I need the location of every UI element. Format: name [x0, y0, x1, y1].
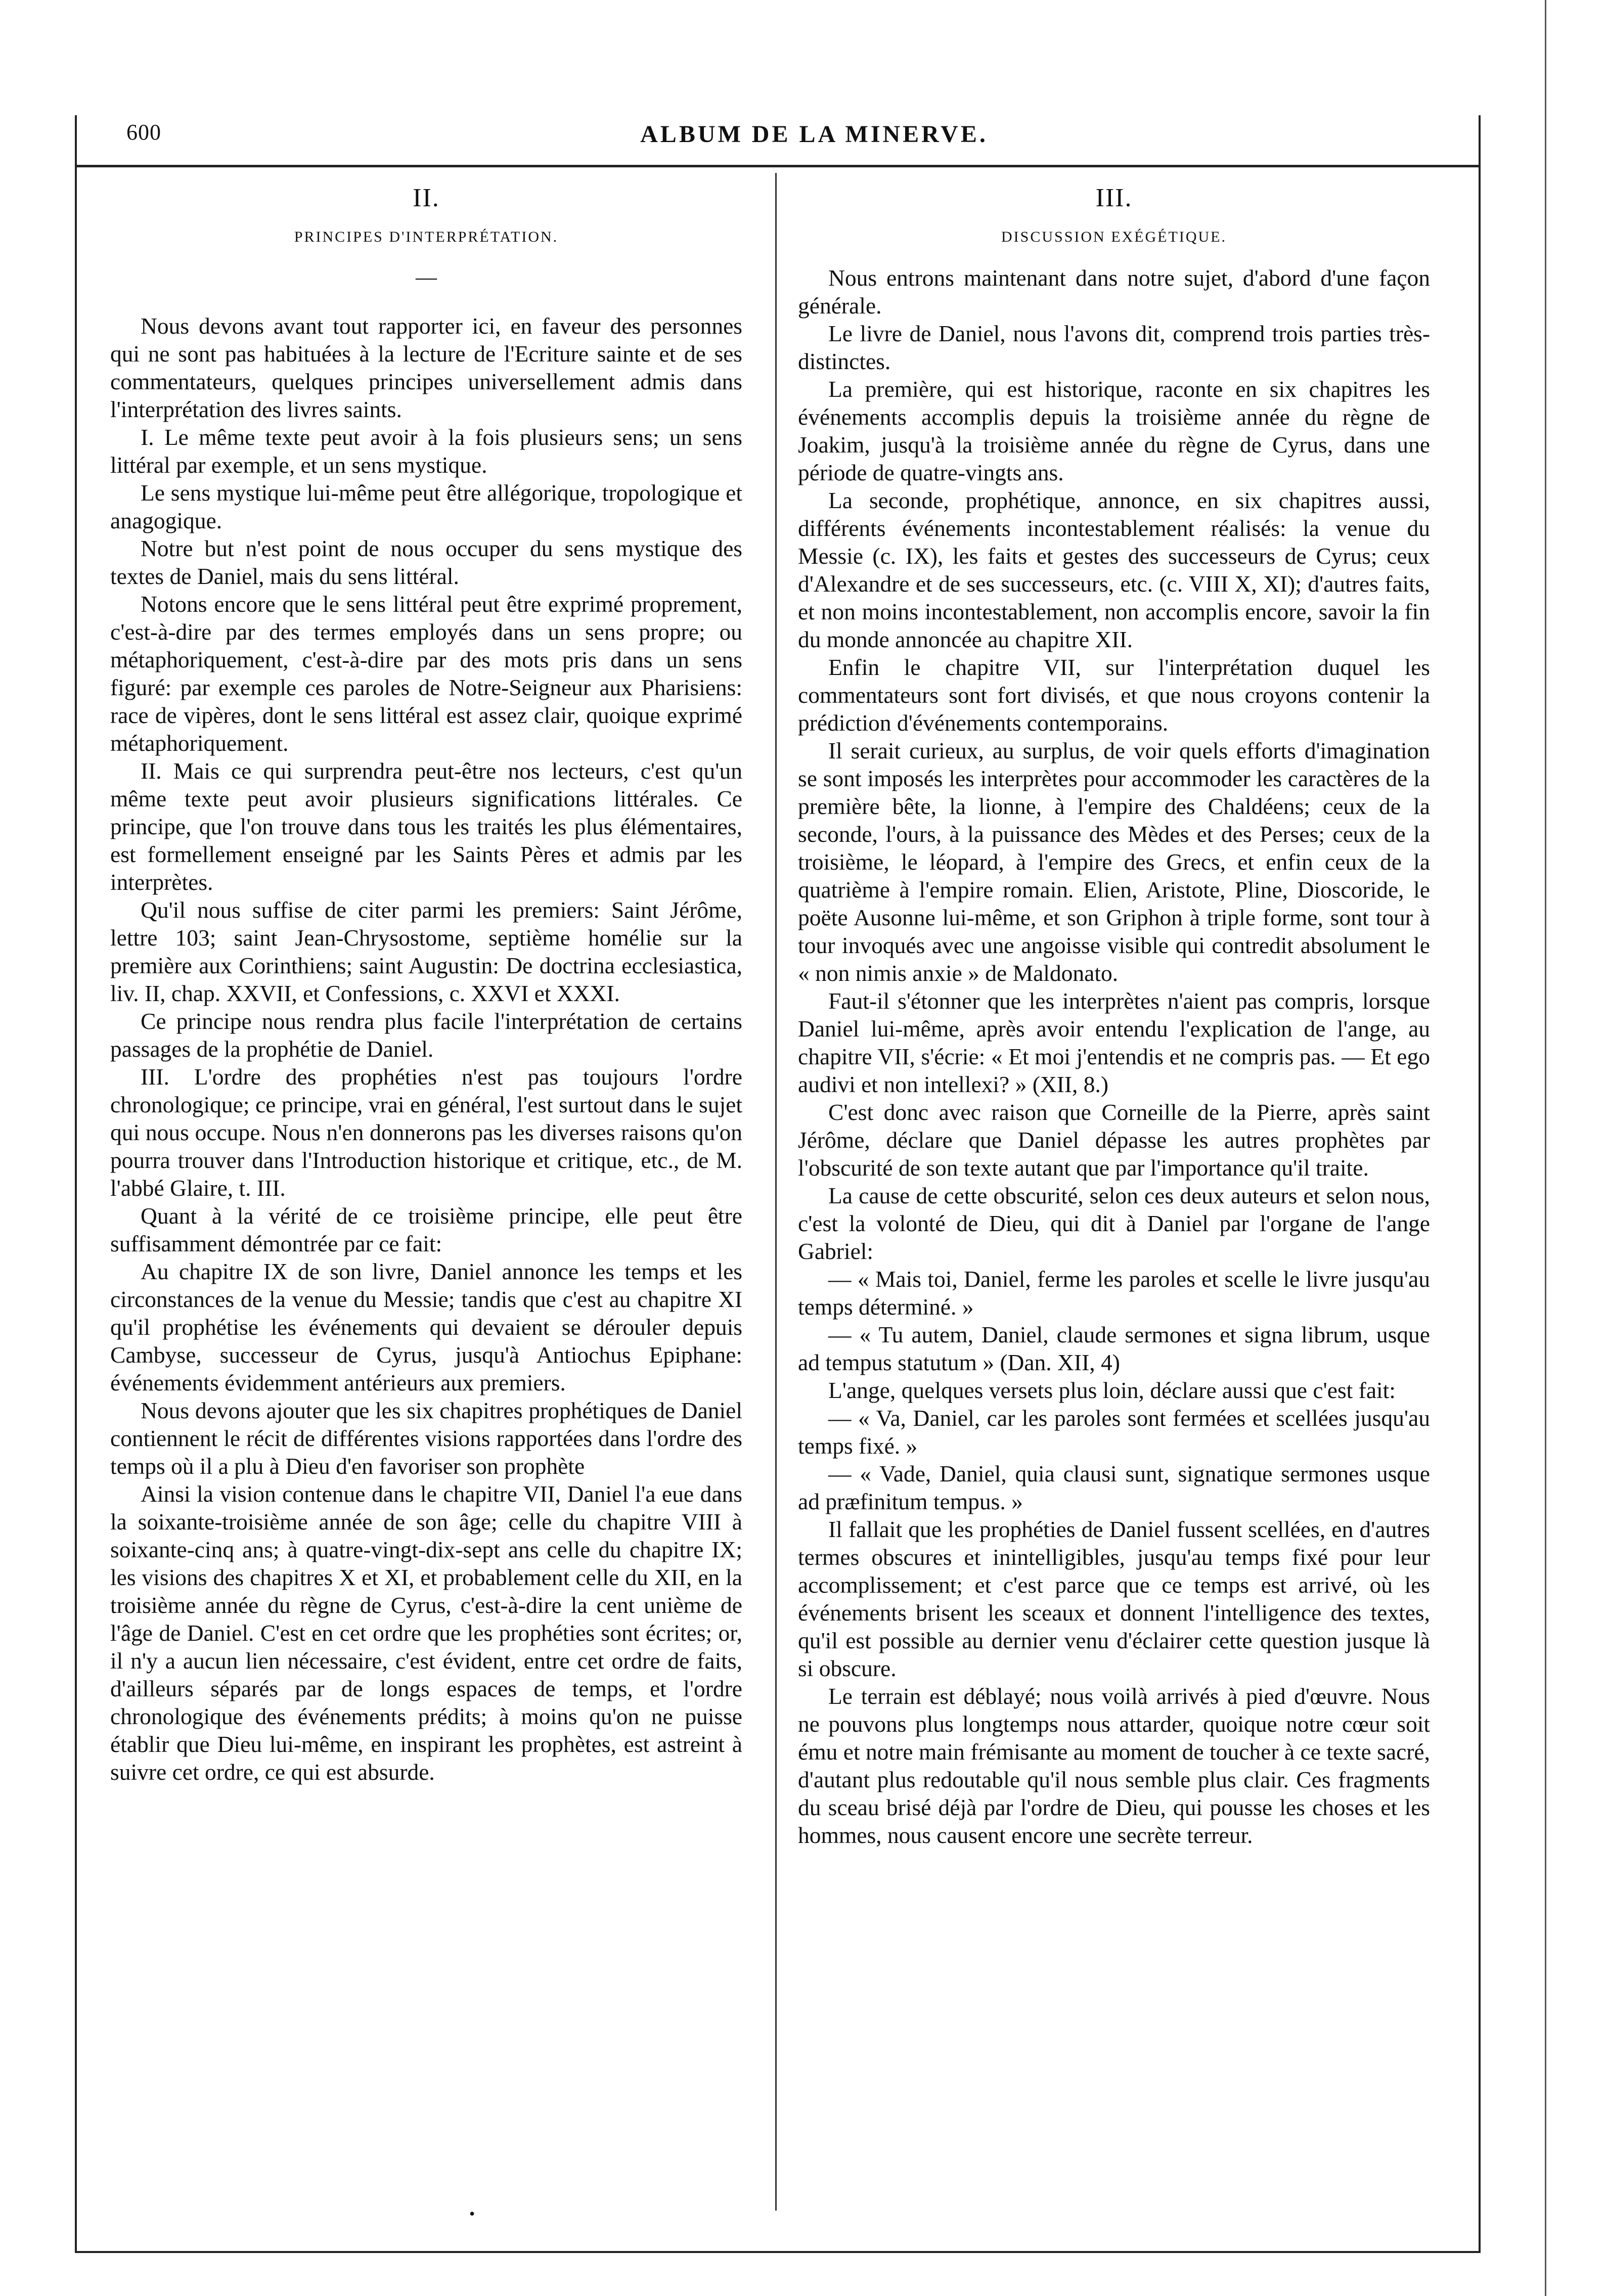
paragraph: Notre but n'est point de nous occuper du sens mystique des textes de Daniel, mais du sens littéral. — [110, 535, 742, 589]
paragraph: Quant à la vérité de ce troisième principe, elle peut être suffisamment démontrée par ce fait: — [110, 1203, 742, 1256]
left-column — [110, 177, 742, 1786]
paragraph: — « Vade, Daniel, quia clausi sunt, signatique sermones usque ad præfinitum tempus. » — [798, 1461, 1430, 1514]
section-title: PRINCIPES D'INTERPRÉTATION. — [294, 229, 559, 245]
page-number: 600 — [126, 120, 161, 145]
paragraph: — « Va, Daniel, car les paroles sont fermées et scellées jusqu'au temps fixé. » — [798, 1405, 1430, 1459]
page-edge-line — [1545, 0, 1546, 2296]
paragraph: La seconde, prophétique, annonce, en six chapitres aussi, différents événements incontestablement réalisés: la venue du Messie (c. IX), les faits et gestes des successeurs de Cyrus; ceux d'Alexandre et de ses successeurs, etc. (c. VIII X, XI); d'autres faits, et non moins incontestablement, non accomplis encore, savoir la fin du monde annoncée au chapitre XII. — [798, 487, 1430, 652]
paragraph: III. L'ordre des prophéties n'est pas toujours l'ordre chronologique; ce principe, vrai en général, l'est surtout dans le sujet qui nous occupe. Nous n'en donnerons pas les diverses raisons qu'on pourra trouver dans l'Introduction historique et critique, etc., de M. l'abbé Glaire, t. III. — [110, 1064, 742, 1201]
section-dash: — — [416, 266, 437, 289]
paragraph: Qu'il nous suffise de citer parmi les premiers: Saint Jérôme, lettre 103; saint Jean-Chrysostome, septième homélie sur la première aux Corinthiens; saint Augustin: De doctrina ecclesiastica, liv. II, chap. XXVII, et Confessions, c. XXVI et XXXI. — [110, 897, 742, 1006]
paragraph: Le sens mystique lui-même peut être allégorique, tropologique et anagogique. — [110, 480, 742, 533]
paragraph: Le terrain est déblayé; nous voilà arrivés à pied d'œuvre. Nous ne pouvons plus longtemps nous attarder, quoique notre cœur soit ému et notre main frémisante au moment de toucher à ce texte sacré, d'autant plus redoutable qu'il nous semble plus clair. Ces fragments du sceau brisé déjà par l'ordre de Dieu, qui pousse les choses et les hommes, nous causent encore une secrète terreur. — [798, 1683, 1430, 1848]
paragraph: Nous devons ajouter que les six chapitres prophétiques de Daniel contiennent le récit de différentes visions rapportées dans l'ordre des temps où il a plu à Dieu d'en favoriser son prophète — [110, 1398, 742, 1479]
right-column — [798, 177, 1430, 1849]
paragraph: Notons encore que le sens littéral peut être exprimé proprement, c'est-à-dire par des termes employés dans un sens propre; ou métaphoriquement, c'est-à-dire par des mots pris dans un sens figuré: par exemple ces paroles de Notre-Seigneur aux Pharisiens: race de vipères, dont le sens littéral est assez clair, quoique exprimé métaphoriquement. — [110, 591, 742, 756]
paragraph: — « Tu autem, Daniel, claude sermones et signa librum, usque ad tempus statutum » (Dan. XII, 4) — [798, 1322, 1430, 1375]
paragraph: L'ange, quelques versets plus loin, déclare aussi que c'est fait: — [828, 1377, 1396, 1403]
paragraph: II. Mais ce qui surprendra peut-être nos lecteurs, c'est qu'un même texte peut avoir plusieurs significations littérales. Ce principe, que l'on trouve dans tous les traités les plus élémentaires, est formellement enseigné par les Saints Pères et admis par les interprètes. — [110, 758, 742, 895]
paragraph: Au chapitre IX de son livre, Daniel annonce les temps et les circonstances de la venue du Messie; tandis que c'est au chapitre XI qu'il prophétise les événements qui devaient se dérouler depuis Cambyse, successeur de Cyrus, jusqu'à Antiochus Epiphane: événements évidemment antérieurs aux premiers. — [110, 1258, 742, 1395]
paragraph: Ce principe nous rendra plus facile l'interprétation de certains passages de la prophétie de Daniel. — [110, 1008, 742, 1062]
paragraph: Faut-il s'étonner que les interprètes n'aient pas compris, lorsque Daniel lui-même, après avoir entendu l'explication de l'ange, au chapitre VII, s'écrie: « Et moi j'entendis et ne compris pas. — Et ego audivi et non intellexi? » (XII, 8.) — [798, 988, 1430, 1097]
paragraph: Enfin le chapitre VII, sur l'interprétation duquel les commentateurs sont fort divisés, et que nous croyons contenir la prédiction d'événements contemporains. — [798, 654, 1430, 736]
section-number: II. — [413, 184, 440, 212]
paragraph: La première, qui est historique, raconte en six chapitres les événements accomplis depuis la troisième année du règne de Joakim, jusqu'à la troisième année du règne de Cyrus, dans une période de quatre-vingts ans. — [798, 376, 1430, 485]
header-rule — [75, 165, 1481, 167]
paragraph: C'est donc avec raison que Corneille de la Pierre, après saint Jérôme, déclare que Daniel dépasse les autres prophètes par l'obscurité de son texte autant que par l'importance qu'il traite. — [798, 1099, 1430, 1181]
paragraph: Nous entrons maintenant dans notre sujet, d'abord d'une façon générale. — [798, 265, 1430, 319]
column-divider — [775, 173, 777, 2211]
paragraph: Nous devons avant tout rapporter ici, en faveur des personnes qui ne sont pas habituées à la lecture de l'Ecriture sainte et de ses commentateurs, quelques principes universellement admis dans l'interprétation des livres saints. — [110, 313, 742, 422]
paragraph: Le livre de Daniel, nous l'avons dit, comprend trois parties très-distinctes. — [798, 321, 1430, 374]
footer-dot: • — [469, 2204, 475, 2223]
paragraph: Il fallait que les prophéties de Daniel fussent scellées, en d'autres termes obscures et inintelligibles, jusqu'au temps fixé pour leur accomplissement; et c'est parce que ce temps est arrivé, où les événements brisent les sceaux et donnent l'intelligence des textes, qu'il est possible au dernier venu d'éclairer cette question jusque là si obscure. — [798, 1516, 1430, 1681]
section-title: DISCUSSION EXÉGÉTIQUE. — [1001, 229, 1227, 245]
running-head: ALBUM DE LA MINERVE. — [640, 121, 988, 148]
paragraph: Il serait curieux, au surplus, de voir quels efforts d'imagination se sont imposés les interprètes pour accommoder les caractères de la première bête, la lionne, à l'empire des Chaldéens; ceux de la seconde, l'ours, à la puissance des Mèdes et des Perses; ceux de la troisième, le léopard, à l'empire des Grecs, et enfin ceux de la quatrième à l'empire romain. Elien, Aristote, Pline, Dioscoride, le poëte Ausonne lui-même, et son Griphon à triple forme, sont tour à tour invoqués avec une angoisse visible qui contredit absolument le « non nimis anxie » de Maldonato. — [798, 738, 1430, 986]
paragraph: I. Le même texte peut avoir à la fois plusieurs sens; un sens littéral par exemple, et un sens mystique. — [110, 424, 742, 478]
paragraph: Ainsi la vision contenue dans le chapitre VII, Daniel l'a eue dans la soixante-troisième année de son âge; celle du chapitre VIII à soixante-cinq ans; à quatre-vingt-dix-sept ans celle du chapitre IX; les visions des chapitres X et XI, et probablement celle du XII, en la troisième année du règne de Cyrus, c'est-à-dire la cent unième de l'âge de Daniel. C'est en cet ordre que les prophéties sont écrites; or, il n'y a aucun lien nécessaire, c'est évident, entre cet ordre de faits, d'ailleurs séparés par de longs espaces de temps, et l'ordre chronologique des événements prédits; à moins qu'on ne puisse établir que Dieu lui-même, en inspirant les prophètes, est astreint à suivre cet ordre, ce qui est absurde. — [110, 1481, 742, 1785]
section-number: III. — [1095, 184, 1133, 212]
paragraph: — « Mais toi, Daniel, ferme les paroles et scelle le livre jusqu'au temps déterminé. » — [798, 1266, 1430, 1320]
paragraph: La cause de cette obscurité, selon ces deux auteurs et selon nous, c'est la volonté de Dieu, qui dit à Daniel par l'organe de l'ange Gabriel: — [798, 1183, 1430, 1264]
